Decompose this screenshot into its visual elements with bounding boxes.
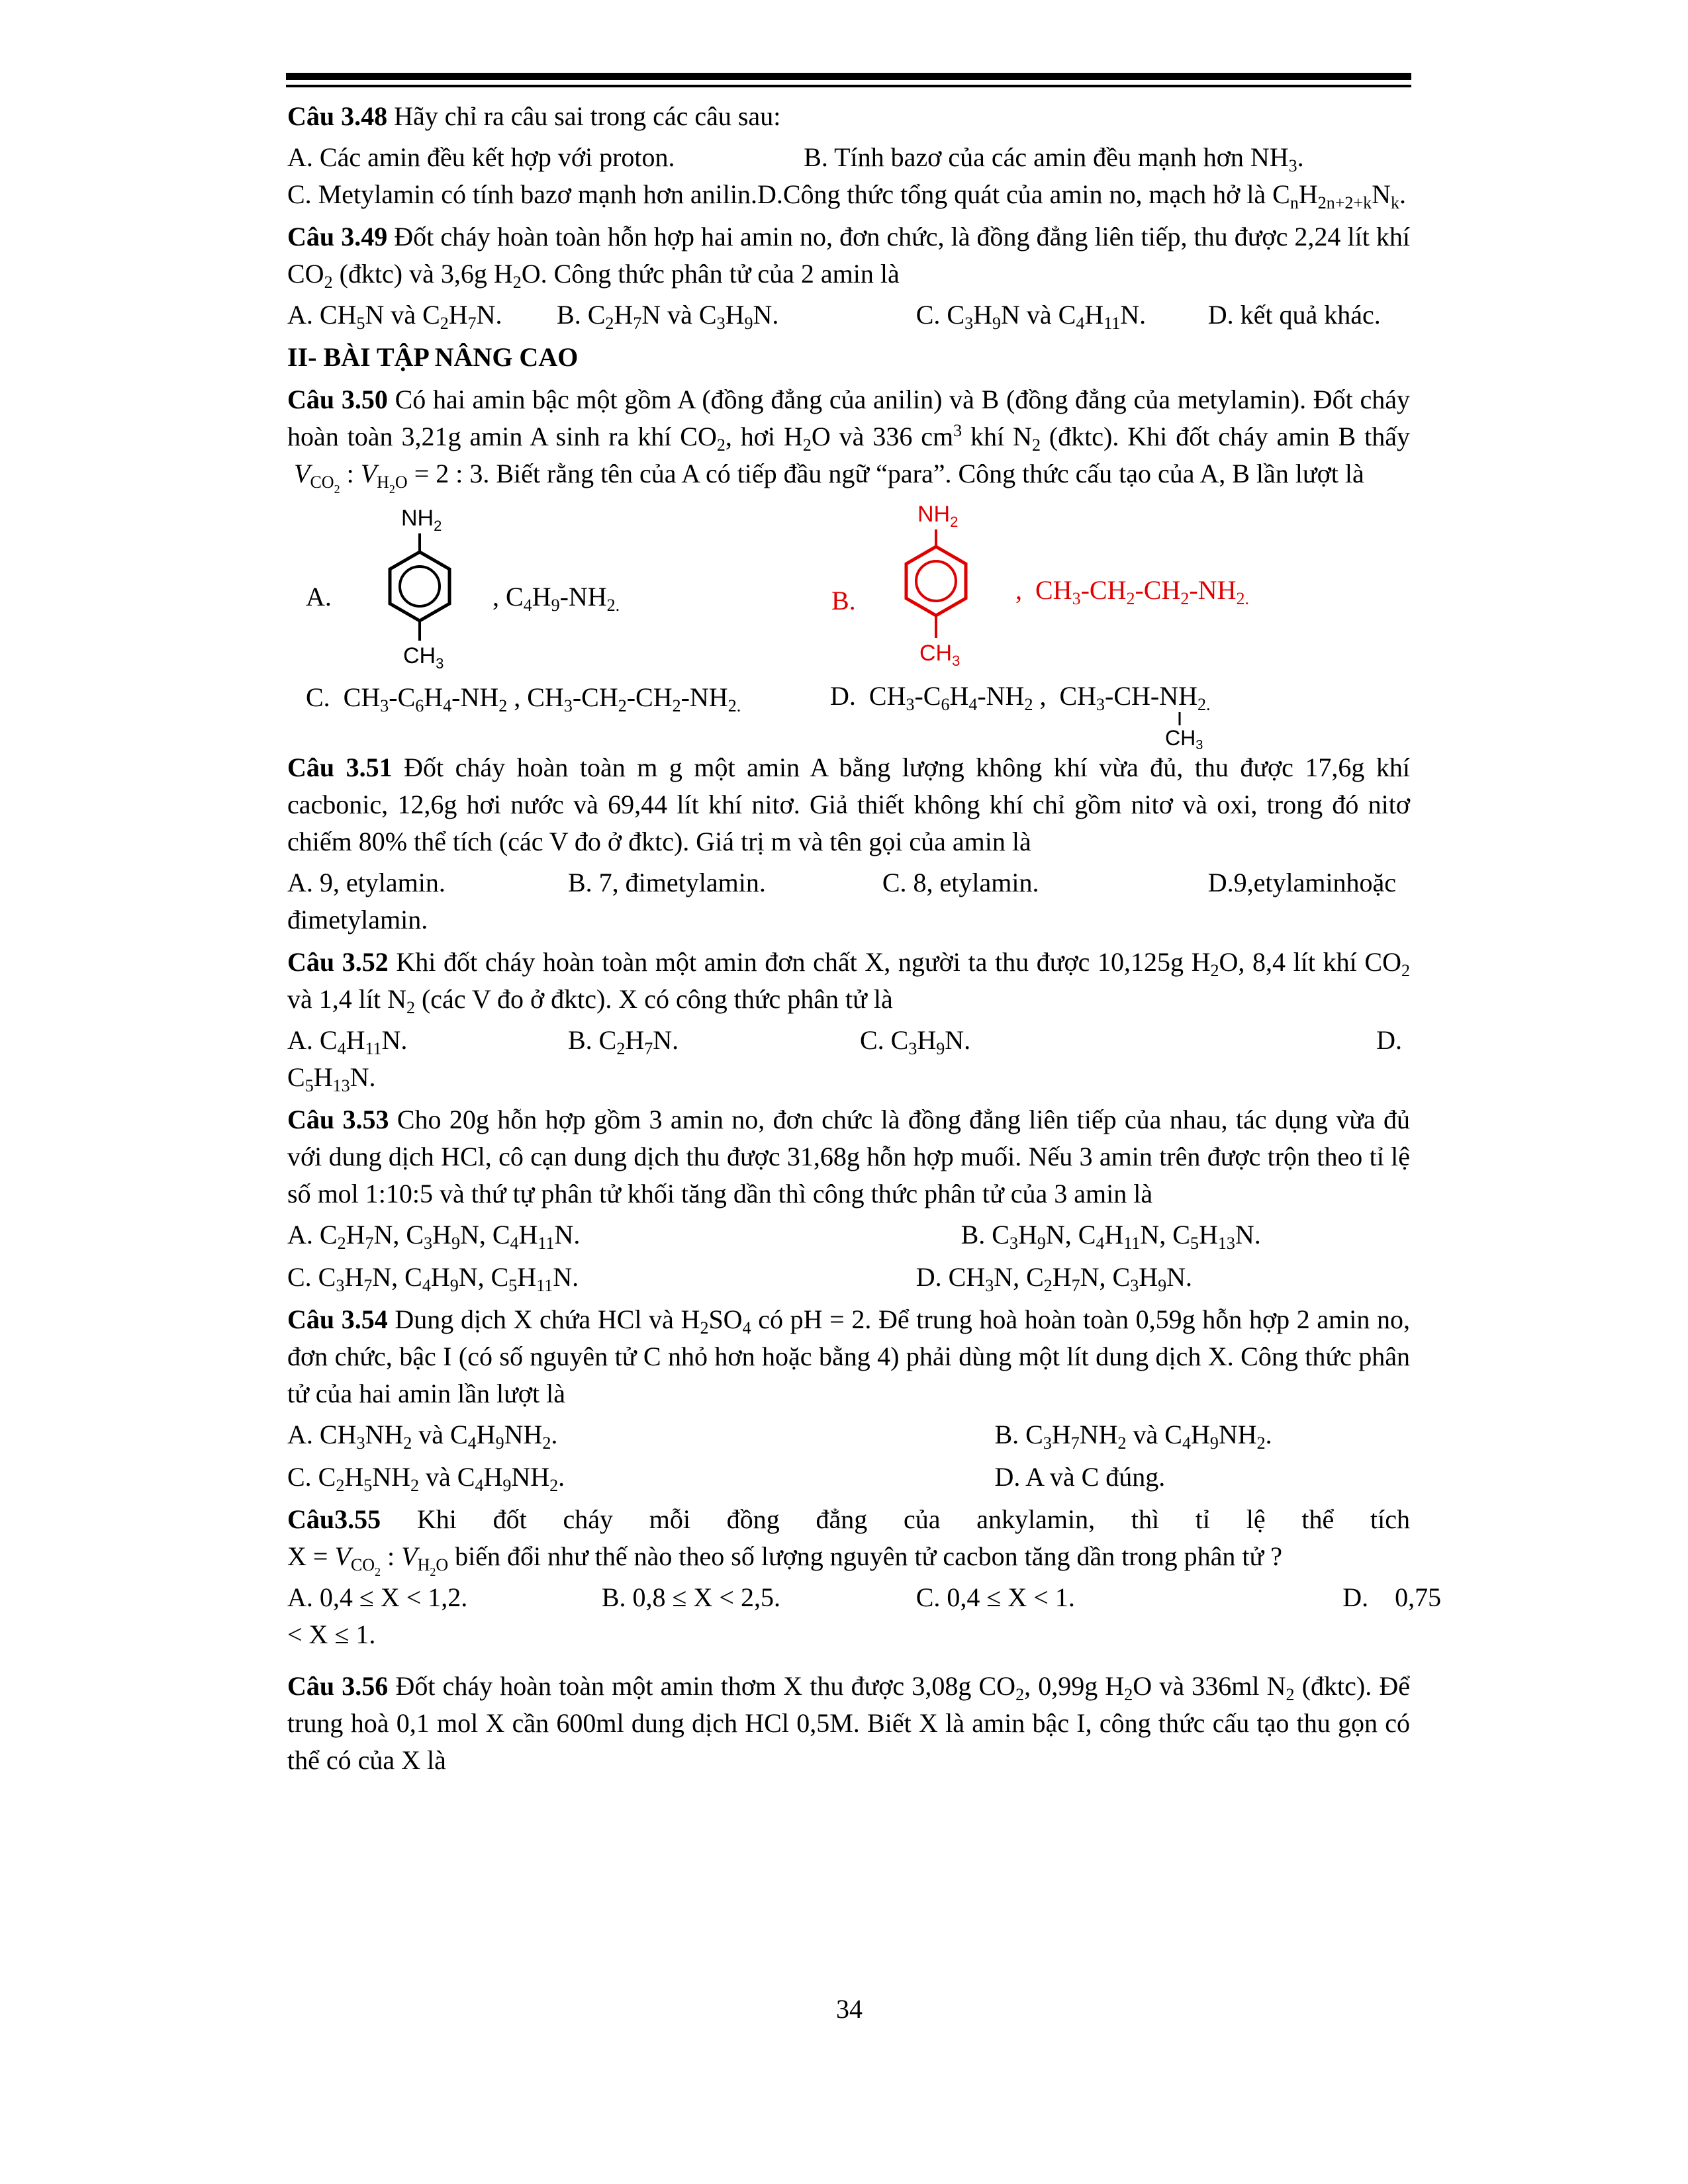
option-d-label: D. [1376, 1025, 1402, 1055]
option-b: B. $C_2H_7N$ và $C_3H_9N$. [557, 300, 779, 333]
option-d-line2: đimetylamin. [287, 905, 428, 934]
option-a: A. $CH_5N$ và $C_2H_7N$. [287, 300, 502, 333]
options-3-49 [287, 296, 1410, 334]
question-3-53: Câu 3.53 Cho 20g hỗn hợp gồm 3 amin no, đơn chức là đồng đẳng liên tiếp của nhau, tác dụng vừa đủ với dung dịch HCl, cô cạn dung dịch thu được 31,68g hỗn hợp muối. Nếu 3 amin trên được trộn theo tỉ lệ số mol 1:10:5 và thứ tự phân tử khối tăng dần thì công thức phân tử của 3 amin là [287, 1105, 1410, 1208]
ch3-label-a: $CH_3$ [403, 643, 444, 672]
option-b: B. 0,8 ≤ X < 2,5. [601, 1582, 780, 1612]
option-d: D. $CH_3N$, $C_2H_7N$, $C_3H_9N$. [915, 1262, 1193, 1295]
ch3-label-b: $CH_3$ [919, 641, 961, 669]
document-page [287, 93, 1442, 1779]
question-number: Câu3.55 [287, 1504, 381, 1534]
options-3-54 [287, 1416, 1410, 1496]
section-heading: II- BÀI TẬP NÂNG CAO [287, 342, 579, 372]
option-c: C. $C_3H_7N$, $C_4H_9N$, $C_5H_{11}N$. [287, 1262, 579, 1295]
option-b: B. 7, đimetylamin. [568, 868, 766, 897]
option-b: B. Tính bazơ của các amin đều mạnh hơn $NH_3$. [804, 142, 1304, 175]
question-3-54: Câu 3.54 Dung dịch X chứa HCl và $H_2SO_4$ có pH = 2. Để trung hoà hoàn toàn 0,59g hỗn hợp 2 amin no, đơn chức, bậc I (có số nguyên tử C nhỏ hơn hoặc bằng 4) phải dùng một lít dung dịch X. Công thức phân tử của hai amin lần lượt là [287, 1304, 1410, 1408]
question-3-55-line2: $X = V_{CO_2}$ : $V_{H_2O}$ biến đổi như thế nào theo số lượng nguyên tử cacbon tăng dần trong phân tử ? [287, 1541, 1282, 1578]
top-rule-thick [286, 73, 1411, 80]
options-3-48 [287, 139, 1410, 213]
question-3-50: Câu 3.50 Có hai amin bậc một gồm A (đồng đẳng của anilin) và B (đồng đẳng của metylamin). Đốt cháy hoàn toàn 3,21g amin A sinh ra khí $CO_2$, hơi $H_2O$ và 336 $cm^3$ khí $N_2$ (đktc). Khi đốt cháy amin B thấy $V_{CO_2}$ : $V_{H_2O} = 2$ : 3. Biết rằng tên của A có tiếp đầu ngữ “para”. Công thức cấu tạo của A, B lần lượt là [287, 385, 1411, 496]
option-c-d: C. Metylamin có tính bazơ mạnh hơn anilin.D.Công thức tổng quát của amin no, mạch hở là $C_nH_{2n+2+k}N_k$. [287, 179, 1406, 212]
options-3-55 [287, 1579, 1442, 1653]
option-d-value: $C_5H_{13}N$. [287, 1062, 376, 1095]
question-3-51: Câu 3.51 Đốt cháy hoàn toàn m g một amin A bằng lượng không khí vừa đủ, thu được 17,6g khí cacbonic, 12,6g hơi nước và 69,44 lít khí nitơ. Giả thiết không khí chỉ gồm nitơ và oxi, trong đó nitơ chiếm 80% thể tích (các V đo ở đktc). Giá trị m và tên gọi của amin là [287, 752, 1411, 856]
option-a: A. 0,4 ≤ X < 1,2. [287, 1582, 468, 1612]
top-rule-thin [286, 85, 1411, 87]
question-number: Câu 3.56 [287, 1671, 389, 1701]
option-d-line2: < X ≤ 1. [287, 1619, 376, 1649]
question-3-49: Câu 3.49 Đốt cháy hoàn toàn hỗn hợp hai amin no, đơn chức, là đồng đẳng liên tiếp, thu được 2,24 lít khí $CO_2$ (đktc) và 3,6g $H_2O$. Công thức phân tử của 2 amin là [287, 222, 1411, 292]
question-number: Câu 3.52 [287, 947, 389, 977]
nh2-label-b: $NH_2$ [917, 502, 959, 530]
option-a: A. $CH_3NH_2$ và $C_4H_9NH_2$. [287, 1420, 558, 1453]
question-number: Câu 3.50 [287, 385, 388, 414]
question-text: Hãy chỉ ra câu sai trong các câu sau: [394, 101, 781, 131]
option-b-label: B. [831, 586, 856, 615]
option-a-label: A. [306, 582, 332, 612]
option-c: C. 8, etylamin. [882, 868, 1039, 897]
structures-3-50 [287, 499, 1410, 751]
option-a: A. $C_2H_7N$, $C_3H_9N$, $C_4H_{11}N$. [287, 1220, 581, 1253]
option-b: B. $C_3H_9N$, $C_4H_{11}N$, $C_5H_{13}N$. [961, 1220, 1261, 1253]
option-c: C. $C_3H_9N$ và $C_4H_{11}N$. [915, 300, 1147, 333]
option-d: D. $CH_3-C_6H_4-NH_2$ , $CH_3-CH-NH_{2.}$ [830, 681, 1211, 714]
benzene-ring-b [870, 492, 1002, 691]
options-3-53 [287, 1216, 1410, 1296]
question-number: Câu 3.53 [287, 1105, 389, 1134]
option-a: A. Các amin đều kết hợp với proton. [287, 142, 675, 172]
option-a-tail: , $C_4H_9-NH_{2.}$ [492, 582, 620, 615]
question-number: Câu 3.51 [287, 752, 393, 782]
question-3-52: Câu 3.52 Khi đốt cháy hoàn toàn một amin đơn chất X, người ta thu được 10,125g $H_2O$, 8,4 lít khí $CO_2$ và 1,4 lít $N_2$ (các V đo ở đktc). X có công thức phân tử là [287, 947, 1410, 1017]
ch3-branch-label: CH3 [1165, 726, 1203, 751]
question-3-55-line1: Câu3.55 Khi đốt cháy mỗi đồng đẳng của ankylamin, thì tỉ lệ thể tích [287, 1504, 1410, 1534]
question-number: Câu 3.49 [287, 222, 388, 251]
question-3-48 [287, 98, 1410, 135]
question-number: Câu 3.48 [287, 101, 388, 131]
option-c: C. $CH_3-C_6H_4-NH_2$ , $CH_3-CH_2-CH_2-NH_{2.}$ [306, 682, 741, 715]
option-b: B. $C_3H_7NH_2$ và $C_4H_9NH_2$. [994, 1420, 1272, 1453]
option-c: C. 0,4 ≤ X < 1. [915, 1582, 1075, 1612]
option-d: D. A và C đúng. [994, 1462, 1166, 1492]
option-d-line1: D. 0,75 [1342, 1582, 1442, 1612]
nh2-label-a: $NH_2$ [401, 506, 442, 534]
option-a: A. $C_4H_{11}N$. [287, 1025, 408, 1058]
options-3-52 [287, 1022, 1410, 1096]
options-3-51 [287, 864, 1410, 938]
question-number: Câu 3.54 [287, 1304, 388, 1334]
option-a: A. 9, etylamin. [287, 868, 445, 897]
question-3-56: Câu 3.56 Đốt cháy hoàn toàn một amin thơm X thu được 3,08g $CO_2$, 0,99g $H_2O$ và 336ml $N_2$ (đktc). Để trung hoà 0,1 mol X cần 600ml dung dịch HCl 0,5M. Biết X là amin bậc I, công thức cấu tạo thu gọn có thể có của X là [287, 1671, 1410, 1775]
page-number: 34 [836, 1994, 863, 2024]
option-b-tail: , $CH_3-CH_2-CH_2-NH_{2.}$ [1015, 575, 1249, 608]
option-c: C. $C_2H_5NH_2$ và $C_4H_9NH_2$. [287, 1462, 565, 1495]
d-branch [1148, 711, 1227, 751]
option-c: C. $C_3H_9N$. [859, 1025, 971, 1058]
benzene-ring-a [353, 499, 486, 691]
option-d-line1: D.9,etylaminhoặc [1207, 868, 1397, 897]
option-d: D. kết quả khác. [1207, 300, 1381, 330]
option-b: B. $C_2H_7N$. [568, 1025, 679, 1058]
